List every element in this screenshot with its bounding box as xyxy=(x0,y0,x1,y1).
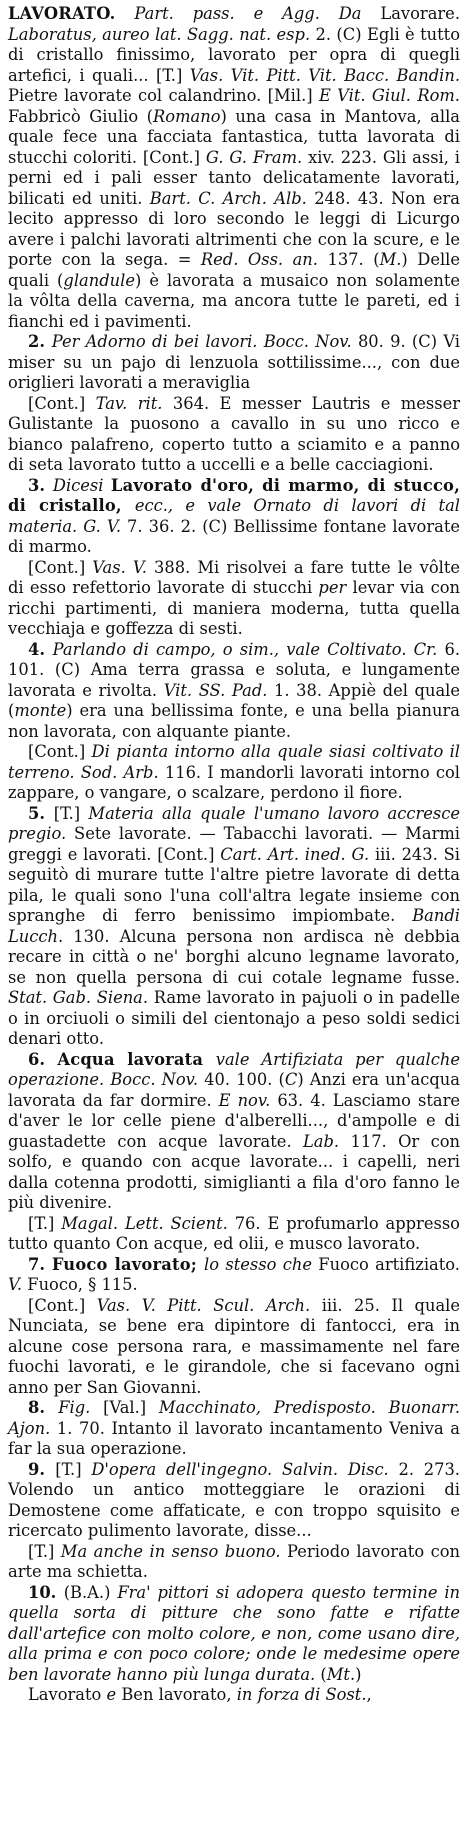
italic-text: in forza di Sost. xyxy=(236,1685,367,1704)
text-span: Rame lavorato in pajuoli o in padelle o in orciuoli o simili del cientonajo a peso soldi sedici denari otto. xyxy=(8,988,460,1048)
italic-text: E Vit. Giul. Rom. xyxy=(318,86,460,105)
italic-text: V. xyxy=(8,1275,23,1294)
italic-text: M. xyxy=(379,250,402,269)
text-span: ) una casa in Mantova, alla quale fece una facciata fantastica, tutta lavorata di stucchi coloriti. [Cont.] xyxy=(8,106,460,167)
text-span: [T.] xyxy=(28,1213,62,1233)
text-span: [Val.] xyxy=(90,1398,159,1417)
text-span: levar via con ricchi partimenti, di maniera moderna, tutta quella vecchiaja e goffezza di sesti. xyxy=(8,578,460,638)
text-span: 117. Or con solfo, e quando con acque lavorate... i capelli, neri dalla cotenna prodotti, simiglianti a fila d'oro fanno le più divenire. xyxy=(8,1131,460,1212)
italic-text: Mt. xyxy=(326,1664,356,1684)
text-span: 2. (C) Egli è tutto di cristallo finissimo, lavorato per opra di quegli artefici, i quali... [T.] xyxy=(8,24,460,85)
text-span: iii. 243. Si seguitò di murare tutte l'altre pietre lavorate di detta pila, le quali sono l'una coll'altra legate insieme con spranghe di ferro benissimo impiombate. xyxy=(8,844,460,925)
text-span: Ben lavorato, xyxy=(116,1685,237,1704)
italic-text: Ma anche in senso buono. xyxy=(60,1541,281,1561)
italic-text: Laboratus, aureo lat. Sagg. nat. esp. xyxy=(8,24,311,44)
text-span: Periodo lavorato con arte ma schietta. xyxy=(8,1541,460,1581)
italic-text: monte xyxy=(14,701,67,720)
italic-text: Vas. V. xyxy=(92,557,147,577)
sense-number: 10. xyxy=(28,1582,64,1602)
italic-text: glandule xyxy=(63,270,135,290)
dictionary-entry-lavorato xyxy=(8,4,460,1706)
text-span: iii. 25. Il quale Nunciata, se bene era dipintore di fantocci, era in alcune cose persona rara, e massimamente nel fare fuochi lavorati, e le girandole, che si facevano ogni anno per San Giovanni. xyxy=(8,1295,461,1397)
italic-text: Fig. xyxy=(58,1398,91,1417)
entry-paragraph xyxy=(8,640,460,743)
entry-paragraph xyxy=(8,476,460,558)
text-span: [Cont.] xyxy=(28,557,93,577)
headword-text: LAVORATO. xyxy=(8,4,116,23)
sense-number: 2. xyxy=(28,332,52,351)
text-span: 76. E profumarlo appresso tutto quanto Con acque, ed olii, e musco lavorato. xyxy=(8,1213,460,1253)
entry-paragraph xyxy=(8,1050,460,1214)
italic-text: Macchinato, Predisposto. Buonarr. Ajon. xyxy=(8,1398,461,1438)
entry-paragraph xyxy=(8,1255,460,1296)
headword-text: Lavorato d'oro, di marmo, di stucco, di cristallo, xyxy=(8,475,460,515)
italic-text: Materia alla quale l'umano lavoro accresce pregio. xyxy=(8,803,460,843)
text-span: 388. Mi risolvei a fare tutte le vôlte di esso refettorio lavorate di stucchi xyxy=(8,557,461,597)
italic-text: e xyxy=(106,1685,117,1704)
text-span: [T.] xyxy=(55,1459,92,1479)
text-span: ) Anzi era un'acqua lavorata da far dormire. xyxy=(8,1070,460,1110)
sense-number: 9. xyxy=(28,1459,56,1479)
headword-text: Fuoco lavorato; xyxy=(51,1254,204,1274)
text-span: Fuoco artifiziato. xyxy=(311,1254,460,1274)
text-span: 130. Alcuna persona non ardisca nè debbia recare in città o ne' borghi alcuno legname lavorato, se non quella persona di cui cotale legname fusse. xyxy=(8,926,460,987)
italic-text: Bandi Lucch. xyxy=(8,906,460,946)
entry-paragraph xyxy=(8,1685,460,1706)
text-span: 1. 38. Appiè del quale ( xyxy=(8,680,461,720)
italic-text: Dicesi xyxy=(52,475,111,495)
entry-paragraph xyxy=(8,394,460,476)
italic-text: Di pianta intorno alla quale siasi coltivato il terreno. Sod. Arb. xyxy=(8,742,461,782)
italic-text: ecc., e vale Ornato di lavori di tal materia. G. V. xyxy=(8,496,461,536)
text-span: 7. 36. 2. (C) Bellissime fontane lavorate di marmo. xyxy=(8,516,461,556)
italic-text: Parlando di campo, o sim., vale Coltivato. Cr. xyxy=(52,639,438,659)
italic-text: Tav. rit. xyxy=(95,393,163,413)
headword-text: Acqua lavorata xyxy=(57,1049,216,1069)
text-span: ) era una bellissima fonte, e una bella pianura non lavorata, con alquante piante. xyxy=(8,701,460,741)
text-span: 137. ( xyxy=(317,250,380,269)
italic-text: Fra' pittori si adopera questo termine in quella sorta di pitture che sono fatte e rifatte dall'artefice con molto colore, e non, come usano dire, alla prima e con poco colore; onde le medesime opere ben lavorate hanno più lunga durata. xyxy=(8,1582,461,1684)
text-span: [T.] xyxy=(28,1541,61,1561)
text-span: 2. 273. Volendo un antico motteggiare le orazioni di Demostene come affaticate, e con troppo squisito e ricercato pulimento lavorate, disse... xyxy=(8,1459,460,1540)
text-span: (B.A.) xyxy=(63,1582,118,1602)
text-span: 116. I mandorli lavorati intorno col zappare, o vangare, o scalzare, perdono il fiore. xyxy=(8,762,460,802)
italic-text: C xyxy=(284,1070,298,1089)
text-span: Lavorare. xyxy=(380,4,460,23)
text-span: 63. 4. Lasciamo stare d'aver le lor celle piene d'alberelli..., d'ampolle e di guastadette con acque lavorate. xyxy=(8,1090,460,1151)
text-span: Pietre lavorate col calandrino. [Mil.] xyxy=(8,86,319,105)
text-span: 40. 100. ( xyxy=(198,1070,285,1089)
italic-text: vale Artifiziata per qualche operazione. Bocc. Nov. xyxy=(8,1049,460,1089)
text-span: [Cont.] xyxy=(28,393,96,413)
entry-paragraph xyxy=(8,558,460,640)
sense-number: 5. xyxy=(28,803,54,823)
entry-paragraph xyxy=(8,1296,460,1399)
entry-paragraph xyxy=(8,1583,460,1686)
text-span: 6. 101. (C) Ama terra grassa e soluta, e lungamente lavorata e rivolta. xyxy=(8,639,460,700)
text-span: [T.] xyxy=(53,803,89,823)
italic-text: G. G. Fram. xyxy=(205,147,303,167)
italic-text: Cart. Art. ined. G. xyxy=(220,844,370,864)
italic-text: Vit. SS. Pad. xyxy=(163,680,268,700)
text-span: ( xyxy=(315,1664,327,1684)
italic-text: Magal. Lett. Scient. xyxy=(61,1213,228,1233)
text-span: 248. 43. Non era lecito appresso di loro secondo le leggi di Licurgo avere i palchi lavorati altrimenti che con la scure, e le porte con la sega. = xyxy=(8,188,460,269)
text-span: Sete lavorate. — Tabacchi lavorati. — Marmi greggi e lavorati. [Cont.] xyxy=(8,824,460,864)
text-span: 364. E messer Lautris e messer Gulistante la puosono a cavallo in su uno ricco e bianco palafreno, coperto tutto a sciamito e a panno di seta lavorato tutto a uccelli e a belle cacciagioni. xyxy=(8,393,461,474)
text-span: Fabbricò Giulio ( xyxy=(8,106,154,126)
text-span: ) è lavorata a musaico non solamente la vôlta della caverna, ma ancora tutte le pareti, ed i fianchi ed i pavimenti. xyxy=(8,270,460,331)
entry-paragraph xyxy=(8,1398,460,1460)
entry-paragraph xyxy=(8,1542,460,1583)
text-span: [Cont.] xyxy=(28,1295,97,1315)
sense-number: 8. xyxy=(28,1398,59,1417)
entry-paragraph xyxy=(8,332,460,394)
text-span: ) xyxy=(355,1664,362,1684)
sense-number: 4. xyxy=(28,639,53,659)
italic-text: E nov. xyxy=(218,1090,271,1110)
italic-text: D'opera dell'ingegno. Salvin. Disc. xyxy=(91,1459,389,1479)
sense-number: 3. xyxy=(28,475,53,495)
italic-text: Lab. xyxy=(302,1131,340,1151)
italic-text: per xyxy=(318,578,347,597)
text-span: Lavorato xyxy=(28,1685,107,1704)
entry-paragraph xyxy=(8,742,460,804)
text-span: Fuoco, § 115. xyxy=(22,1275,138,1294)
entry-paragraph xyxy=(8,1214,460,1255)
italic-text: Stat. Gab. Siena. xyxy=(8,988,149,1007)
text-span: 80. 9. (C) Vi miser su un pajo di lenzuola sottilissime..., con due origlieri lavorati a meraviglia xyxy=(8,332,461,392)
text-span: [Cont.] xyxy=(28,742,92,761)
entry-paragraph xyxy=(8,804,460,1050)
italic-text: Vas. V. Pitt. Scul. Arch. xyxy=(96,1295,311,1315)
dictionary-page xyxy=(8,4,460,1706)
italic-text: Bart. C. Arch. Alb. xyxy=(149,188,307,208)
text-span: ) Delle quali ( xyxy=(8,250,460,290)
sense-number: 6. xyxy=(28,1049,58,1069)
text-span: xiv. 223. Gli assi, i perni ed i pali esser tanto delicatamente lavorati, bilicati ed uniti. xyxy=(8,147,461,208)
italic-text: Per Adorno di bei lavori. Bocc. Nov. xyxy=(51,332,352,351)
italic-text: Part. pass. e Agg. Da xyxy=(115,4,381,23)
italic-text: Romano xyxy=(153,106,221,126)
entry-paragraph xyxy=(8,4,460,332)
sense-number: 7. xyxy=(28,1254,52,1274)
entry-paragraph xyxy=(8,1460,460,1542)
italic-text: Red. Oss. an. xyxy=(200,250,318,269)
italic-text: lo stesso che xyxy=(204,1254,312,1274)
text-span: 1. 70. Intanto il lavorato incantamento Veniva a far la sua operazione. xyxy=(8,1418,460,1458)
text-span: , xyxy=(366,1685,372,1704)
italic-text: Vas. Vit. Pitt. Vit. Bacc. Bandin. xyxy=(189,65,461,85)
